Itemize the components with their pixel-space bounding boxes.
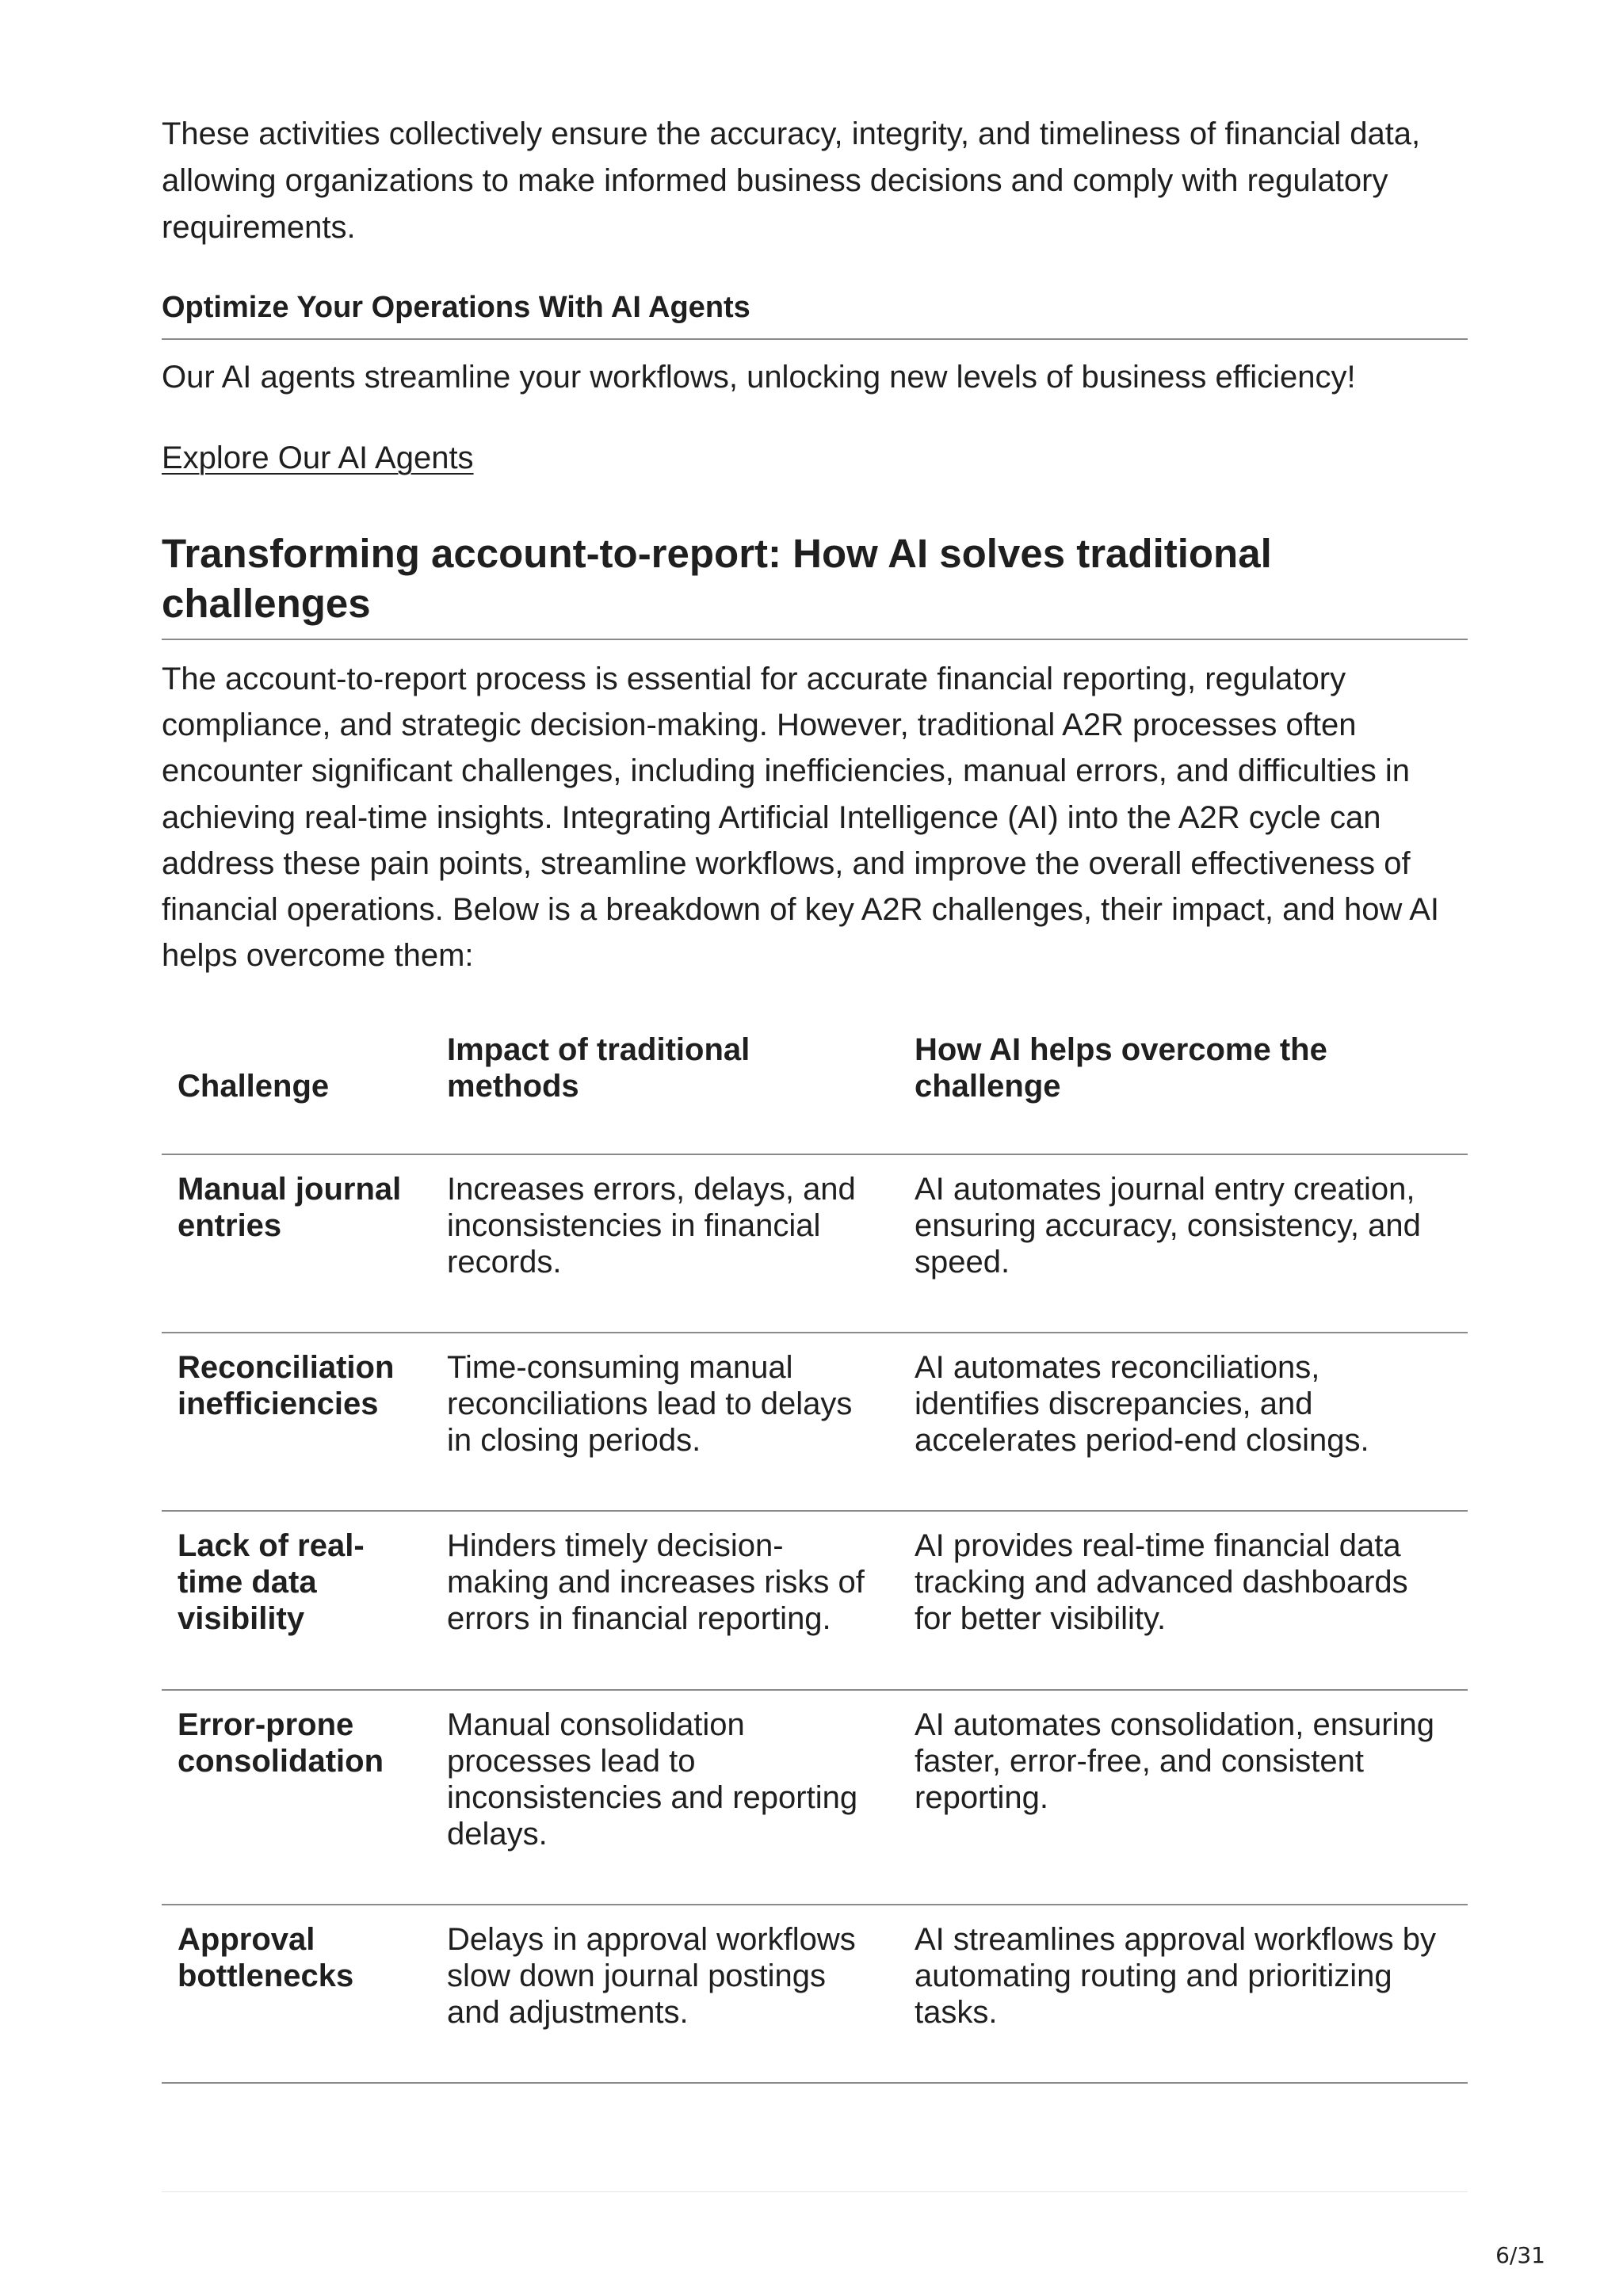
table-header-row [162,1022,1468,1154]
impact-cell: Hinders timely decision-making and increases risks of errors in financial reporting. [431,1511,899,1690]
promo-text: Our AI agents streamline your workflows, unlocking new levels of business efficiency! [162,360,1356,395]
challenge-cell: Reconciliation inefficiencies [162,1333,431,1511]
table-row [162,1333,1468,1511]
solution-cell: AI streamlines approval workflows by automating routing and prioritizing tasks. [899,1905,1468,2083]
impact-cell: Manual consolidation processes lead to inconsistencies and reporting delays. [431,1690,899,1905]
table-row [162,1154,1468,1333]
challenges-table [162,1022,1468,2084]
challenge-cell: Manual journal entries [162,1154,431,1333]
header-impact: Impact of traditional methods [431,1022,899,1154]
intro-paragraph: These activities collectively ensure the accuracy, integrity, and timeliness of financial data, allowing organizations to make informed business decisions and comply with regulatory requirements. [162,116,1421,245]
footer-divider [162,2191,1468,2192]
table-row [162,1905,1468,2083]
impact-cell: Time-consuming manual reconciliations lead to delays in closing periods. [431,1333,899,1511]
section-divider [162,639,1468,640]
promo-title: Optimize Your Operations With AI Agents [162,291,750,324]
table-row [162,1511,1468,1690]
challenge-cell: Lack of real-time data visibility [162,1511,431,1690]
table-row [162,1690,1468,1905]
impact-cell: Delays in approval workflows slow down journal postings and adjustments. [431,1905,899,2083]
solution-cell: AI automates reconciliations, identifies discrepancies, and accelerates period-end closings. [899,1333,1468,1511]
page-number: 6/31 [1495,2242,1545,2268]
header-solution: How AI helps overcome the challenge [899,1022,1468,1154]
solution-cell: AI provides real-time financial data tracking and advanced dashboards for better visibility. [899,1511,1468,1690]
section-title: Transforming account-to-report: How AI solves traditional challenges [162,531,1272,626]
impact-cell: Increases errors, delays, and inconsistencies in financial records. [431,1154,899,1333]
section-paragraph: The account-to-report process is essential for accurate financial reporting, regulatory compliance, and strategic decision-making. However, traditional A2R processes often encounter significant challenges, including inefficiencies, manual errors, and difficulties in achieving real-time insights. Integrating Artificial Intelligence (AI) into the A2R cycle can address these pain points, streamline workflows, and improve the overall effectiveness of financial operations. Below is a breakdown of key A2R challenges, their impact, and how AI helps overcome them: [162,662,1440,974]
solution-cell: AI automates consolidation, ensuring faster, error-free, and consistent reporting. [899,1690,1468,1905]
solution-cell: AI automates journal entry creation, ensuring accuracy, consistency, and speed. [899,1154,1468,1333]
explore-ai-agents-link[interactable]: Explore Our AI Agents [162,441,474,475]
challenge-cell: Approval bottlenecks [162,1905,431,2083]
promo-divider [162,338,1468,340]
challenge-cell: Error-prone consolidation [162,1690,431,1905]
header-challenge: Challenge [162,1022,431,1154]
